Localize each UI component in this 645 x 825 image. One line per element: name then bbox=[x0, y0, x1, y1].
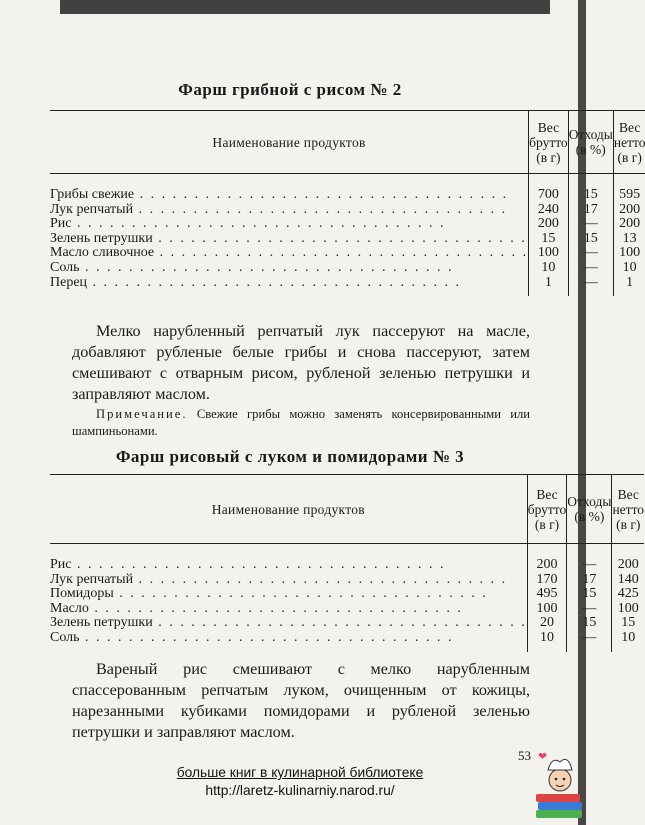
gross-weight: 700 bbox=[529, 174, 569, 203]
table-row bbox=[50, 631, 644, 652]
product-name: Помидоры . . . bbox=[50, 587, 527, 602]
gross-weight: 20 bbox=[527, 616, 567, 631]
col-header-net: Вес нетто (в г) bbox=[612, 475, 644, 544]
waste-percent: 15 bbox=[567, 616, 612, 631]
recipe1-table bbox=[50, 110, 645, 296]
waste-percent: 15 bbox=[567, 587, 612, 602]
waste-percent: — bbox=[568, 246, 613, 261]
chef-books-logo-icon bbox=[530, 750, 592, 820]
table-row bbox=[50, 573, 644, 588]
table-row bbox=[50, 203, 645, 218]
gross-weight: 10 bbox=[529, 261, 569, 276]
gross-weight: 200 bbox=[529, 217, 569, 232]
recipe2-instructions: Вареный рис смешивают с мелко нарубленным спассерованным репчатым луком, очищенным от кожицы, нарезанными кубиками помидорами и рубленой зеленью петрушки и заправляют маслом. bbox=[72, 660, 530, 741]
recipe2-title: Фарш рисовый с луком и помидорами № 3 bbox=[115, 447, 465, 466]
table-row bbox=[50, 602, 644, 617]
net-weight: 425 bbox=[612, 587, 644, 602]
product-name: Масло сливочное . . . bbox=[50, 246, 529, 261]
net-weight: 10 bbox=[613, 261, 645, 276]
product-name: Лук репчатый . . . bbox=[50, 573, 527, 588]
net-weight: 1 bbox=[613, 276, 645, 297]
gross-weight: 100 bbox=[527, 602, 567, 617]
footer-library-link[interactable]: больше книг в кулинарной библиотеке bbox=[176, 765, 424, 780]
col-header-net: Вес нетто (в г) bbox=[613, 111, 645, 174]
waste-percent: 17 bbox=[568, 203, 613, 218]
waste-percent: — bbox=[568, 276, 613, 297]
gross-weight: 240 bbox=[529, 203, 569, 218]
recipe1-note bbox=[72, 406, 530, 440]
col-header-waste: Отходы (в %) bbox=[568, 111, 613, 174]
waste-percent: — bbox=[568, 217, 613, 232]
gross-weight: 100 bbox=[529, 246, 569, 261]
net-weight: 15 bbox=[612, 616, 644, 631]
waste-percent: — bbox=[567, 602, 612, 617]
net-weight: 140 bbox=[612, 573, 644, 588]
net-weight: 200 bbox=[613, 203, 645, 218]
recipe1-header-row bbox=[50, 111, 645, 174]
net-weight: 100 bbox=[613, 246, 645, 261]
product-name: Лук репчатый . . . bbox=[50, 203, 529, 218]
table-row bbox=[50, 232, 645, 247]
product-name: Зелень петрушки . . . bbox=[50, 232, 529, 247]
table-row bbox=[50, 261, 645, 276]
heart-icon: ❤ bbox=[538, 751, 548, 763]
col-header-waste: Отходы (в %) bbox=[567, 475, 612, 544]
product-name: Зелень петрушки . . . bbox=[50, 616, 527, 631]
net-weight: 595 bbox=[613, 174, 645, 203]
recipe1-title: Фарш грибной с рисом № 2 bbox=[178, 80, 402, 99]
gross-weight: 170 bbox=[527, 573, 567, 588]
col-header-gross: Вес брутто (в г) bbox=[527, 475, 567, 544]
net-weight: 13 bbox=[613, 232, 645, 247]
waste-percent: — bbox=[567, 544, 612, 573]
product-name: Рис . . . bbox=[50, 544, 527, 573]
waste-percent: 15 bbox=[568, 174, 613, 203]
table-row bbox=[50, 587, 644, 602]
net-weight: 200 bbox=[613, 217, 645, 232]
table-row bbox=[50, 276, 645, 297]
product-name: Соль . . . bbox=[50, 631, 527, 652]
gross-weight: 495 bbox=[527, 587, 567, 602]
product-name: Грибы свежие . . . bbox=[50, 174, 529, 203]
waste-percent: 17 bbox=[567, 573, 612, 588]
product-name: Соль . . . bbox=[50, 261, 529, 276]
gross-weight: 10 bbox=[527, 631, 567, 652]
recipe2-table bbox=[50, 474, 644, 652]
recipe1-instructions: Мелко нарубленный репчатый лук пассеруют на масле, добавляют рубленые белые грибы и снова пассеруют, затем смешивают с отварным рисом, рубленой зеленью петрушки и заправляют маслом. bbox=[72, 322, 530, 403]
table-row bbox=[50, 217, 645, 232]
table-row bbox=[50, 246, 645, 261]
waste-percent: — bbox=[567, 631, 612, 652]
product-name: Перец . . . bbox=[50, 276, 529, 297]
net-weight: 100 bbox=[612, 602, 644, 617]
table-row bbox=[50, 544, 644, 573]
page-number: 53 bbox=[518, 748, 531, 763]
book-page bbox=[50, 0, 645, 825]
product-name: Рис . . . bbox=[50, 217, 529, 232]
note-text: Свежие грибы можно заменять консервированными или шампиньонами. bbox=[72, 407, 530, 438]
table-row bbox=[50, 174, 645, 203]
table-row bbox=[50, 616, 644, 631]
waste-percent: 15 bbox=[568, 232, 613, 247]
col-header-name: Наименование продуктов bbox=[50, 475, 527, 544]
product-name: Масло . . . bbox=[50, 602, 527, 617]
recipe2-header-row bbox=[50, 475, 644, 544]
gross-weight: 15 bbox=[529, 232, 569, 247]
col-header-name: Наименование продуктов bbox=[50, 111, 529, 174]
gross-weight: 200 bbox=[527, 544, 567, 573]
net-weight: 200 bbox=[612, 544, 644, 573]
footer-url-link[interactable]: http://laretz-kulinarniy.narod.ru/ bbox=[205, 783, 395, 798]
note-label: Примечание. bbox=[96, 407, 188, 421]
gross-weight: 1 bbox=[529, 276, 569, 297]
col-header-gross: Вес брутто (в г) bbox=[529, 111, 569, 174]
waste-percent: — bbox=[568, 261, 613, 276]
net-weight: 10 bbox=[612, 631, 644, 652]
